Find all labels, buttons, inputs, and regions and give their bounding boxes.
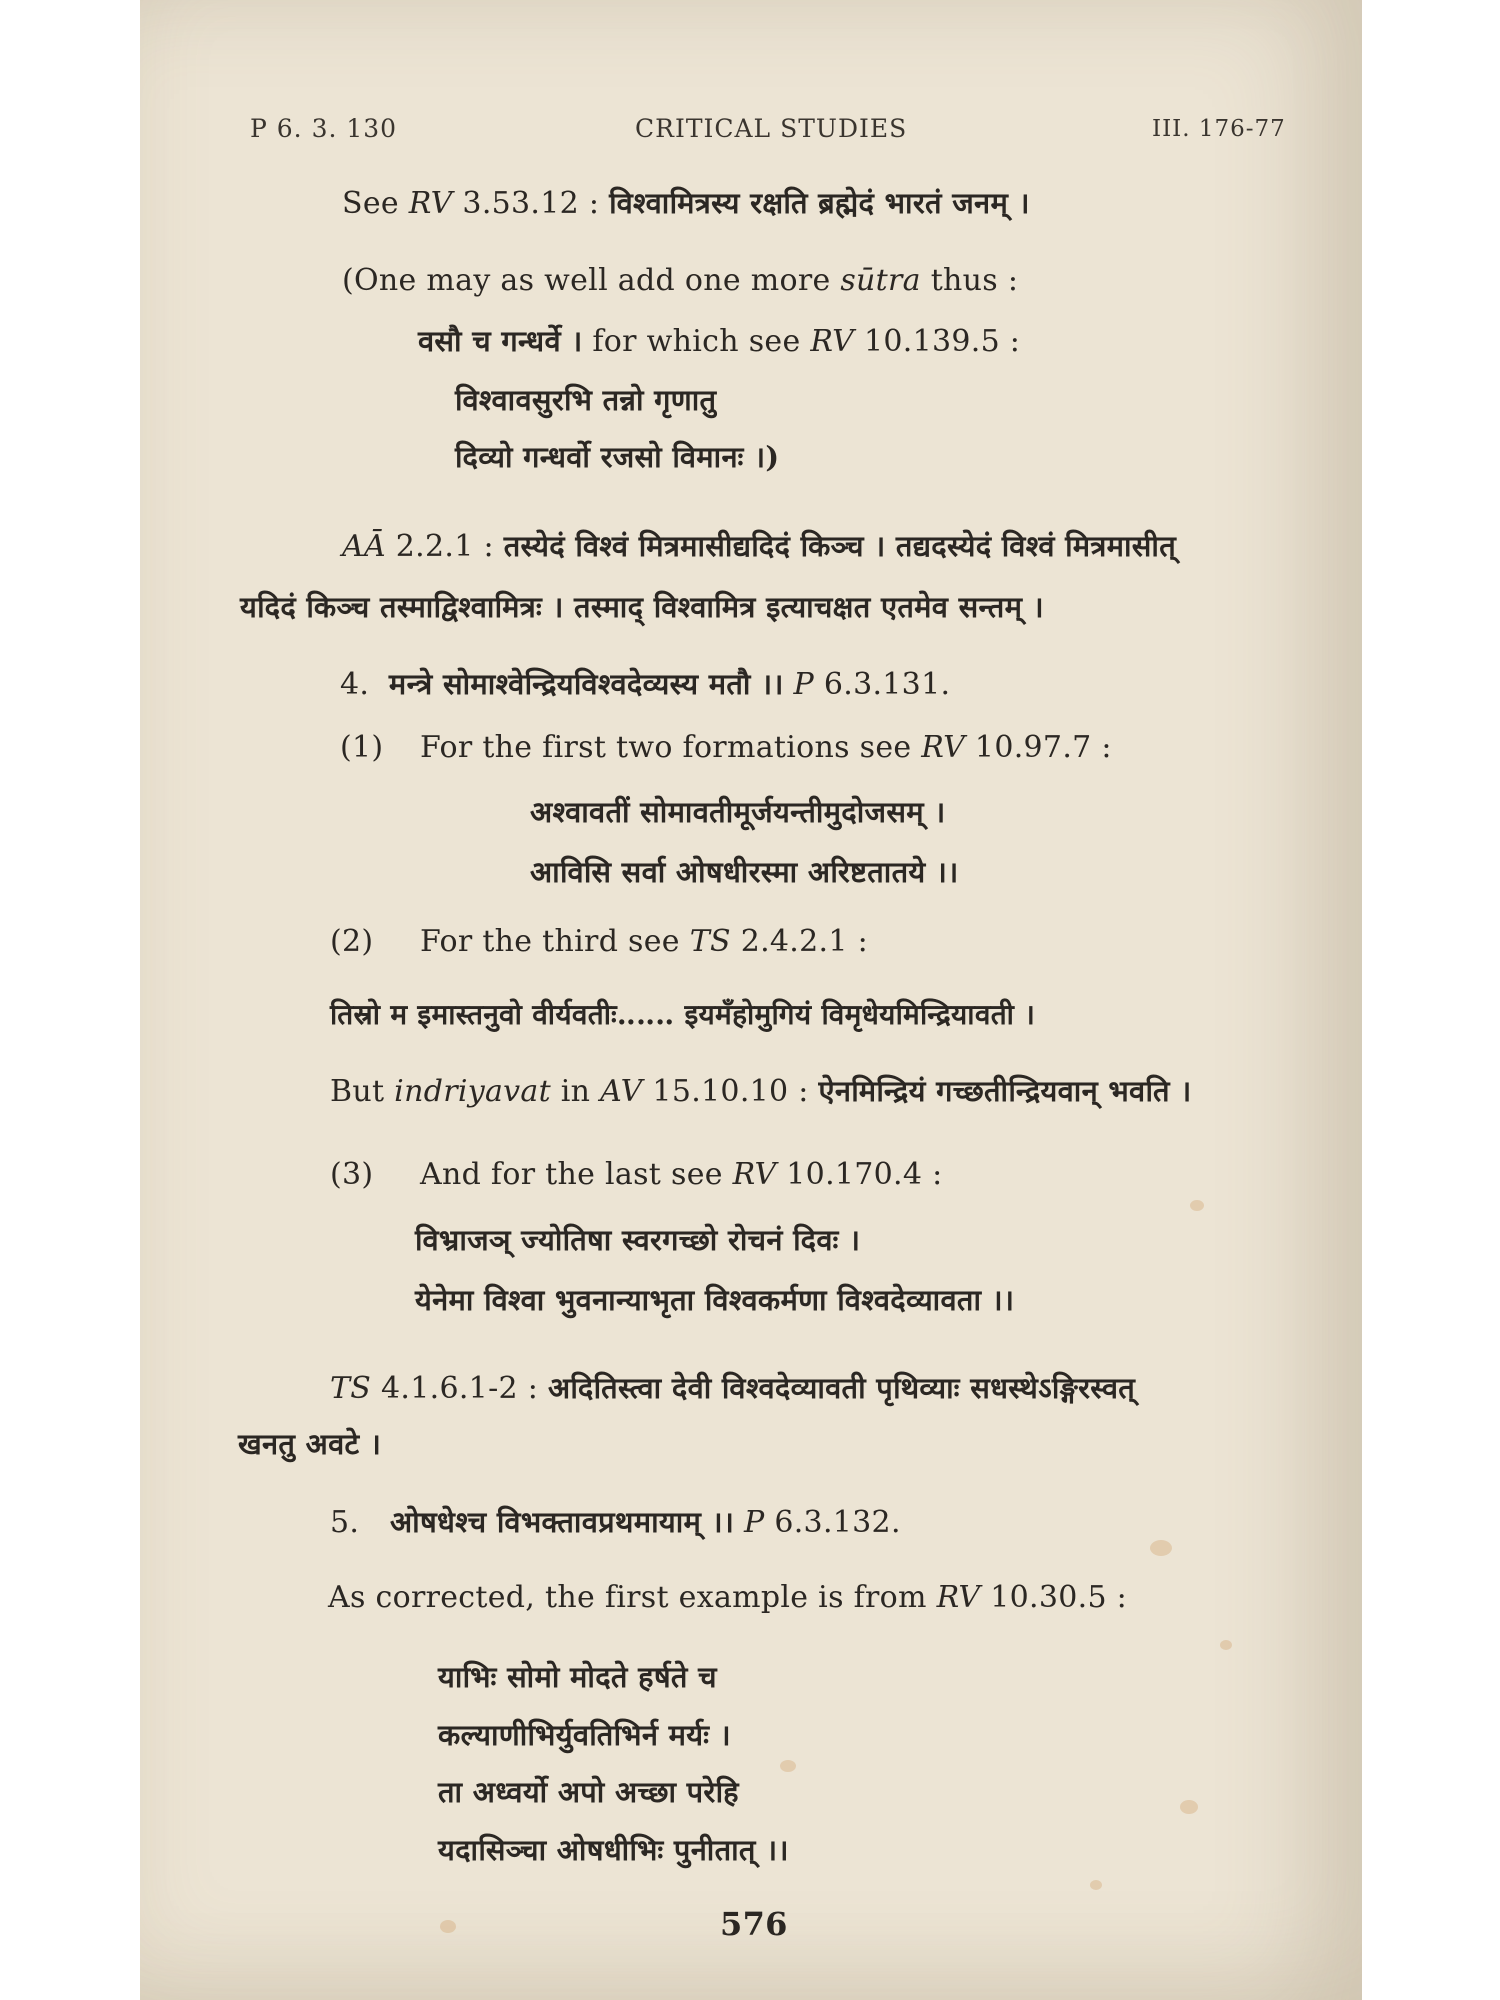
paper-stain bbox=[440, 1920, 456, 1933]
text-line-19: खनतु अवटे । bbox=[238, 1427, 382, 1461]
verse-line: यदासिञ्चा ओषधीभिः पुनीतात् ।। bbox=[438, 1833, 789, 1867]
header-left: P 6. 3. 130 bbox=[250, 114, 398, 143]
verse-line: विभ्राजञ् ज्योतिषा स्वरगच्छो रोचनं दिवः । bbox=[415, 1223, 861, 1257]
text-line-7: यदिदं किञ्च तस्माद्विश्वामित्रः । तस्माद् विश्वामित्र इत्याचक्षत एतमेव सन्तम् । bbox=[240, 590, 1044, 624]
text-line-13: तिस्रो म इमास्तनुवो वीर्यवतीः‥‥‥ इयमँहोमुगियं विमृधेयमिन्द्रियावती । bbox=[330, 998, 1036, 1031]
text-line-21: As corrected, the first example is from RV 10.30.5 : bbox=[328, 1580, 1128, 1615]
verse-line: विश्वावसुरभि तन्नो गृणातु bbox=[455, 383, 717, 417]
header-title: CRITICAL STUDIES bbox=[635, 114, 908, 143]
book-page bbox=[140, 0, 1362, 2000]
paper-stain bbox=[1190, 1200, 1204, 1211]
item-1-line: (1) For the first two formations see RV 10.97.7 : bbox=[340, 730, 1112, 765]
text-line-6: AĀ 2.2.1 : तस्येदं विश्वं मित्रमासीद्यदिदं किञ्च । तद्यदस्येदं विश्वं मित्रमासीत् bbox=[342, 529, 1177, 564]
verse-line: आविसि सर्वा ओषधीरस्मा अरिष्टतातये ।। bbox=[530, 855, 959, 889]
paper-stain bbox=[1090, 1880, 1102, 1890]
page-number: 576 bbox=[720, 1905, 788, 1943]
verse-line: याभिः सोमो मोदते हर्षते च bbox=[438, 1660, 717, 1694]
item-2-line: (2) For the third see TS 2.4.2.1 : bbox=[330, 924, 868, 959]
verse-line: ता अध्वर्यो अपो अच्छा परेहि bbox=[438, 1775, 739, 1809]
text-line-3: वसौ च गन्धर्वे । for which see RV 10.139.5 : bbox=[418, 324, 1021, 359]
header-right: III. 176-77 bbox=[1152, 116, 1286, 142]
text-line-14: But indriyavat in AV 15.10.10 : ऐनमिन्द्रियं गच्छतीन्द्रियवान् भवति । bbox=[330, 1074, 1192, 1109]
text-line-1: See RV 3.53.12 : विश्वामित्रस्य रक्षति ब्रह्मेदं भारतं जनम् । bbox=[342, 186, 1030, 221]
item-3-line: (3) And for the last see RV 10.170.4 : bbox=[330, 1157, 943, 1192]
verse-line: येनेमा विश्वा भुवनान्याभृता विश्वकर्मणा विश्वदेव्यावता ।। bbox=[415, 1283, 1015, 1317]
text-line-2: (One may as well add one more sūtra thus : bbox=[342, 263, 1019, 298]
paper-stain bbox=[780, 1760, 796, 1772]
paper-stain bbox=[1220, 1640, 1232, 1650]
verse-line: अश्वावतीं सोमावतीमूर्जयन्तीमुदोजसम् । bbox=[530, 795, 946, 829]
paper-stain bbox=[1150, 1540, 1172, 1556]
paper-stain bbox=[1180, 1800, 1198, 1814]
verse-line: दिव्यो गन्धर्वो रजसो विमानः ।) bbox=[455, 440, 780, 474]
verse-line: कल्याणीभिर्युवतिभिर्न मर्यः । bbox=[438, 1718, 731, 1752]
sutra-heading-4: 4. मन्त्रे सोमाश्वेन्द्रियविश्वदेव्यस्य मतौ ।। P 6.3.131. bbox=[340, 667, 951, 702]
sutra-heading-5: 5. ओषधेश्च विभक्तावप्रथमायाम् ।। P 6.3.132. bbox=[330, 1505, 901, 1540]
text-line-18: TS 4.1.6.1-2 : अदितिस्त्वा देवी विश्वदेव्यावती पृथिव्याः सधस्थेऽङ्गिरस्वत् bbox=[330, 1371, 1136, 1406]
